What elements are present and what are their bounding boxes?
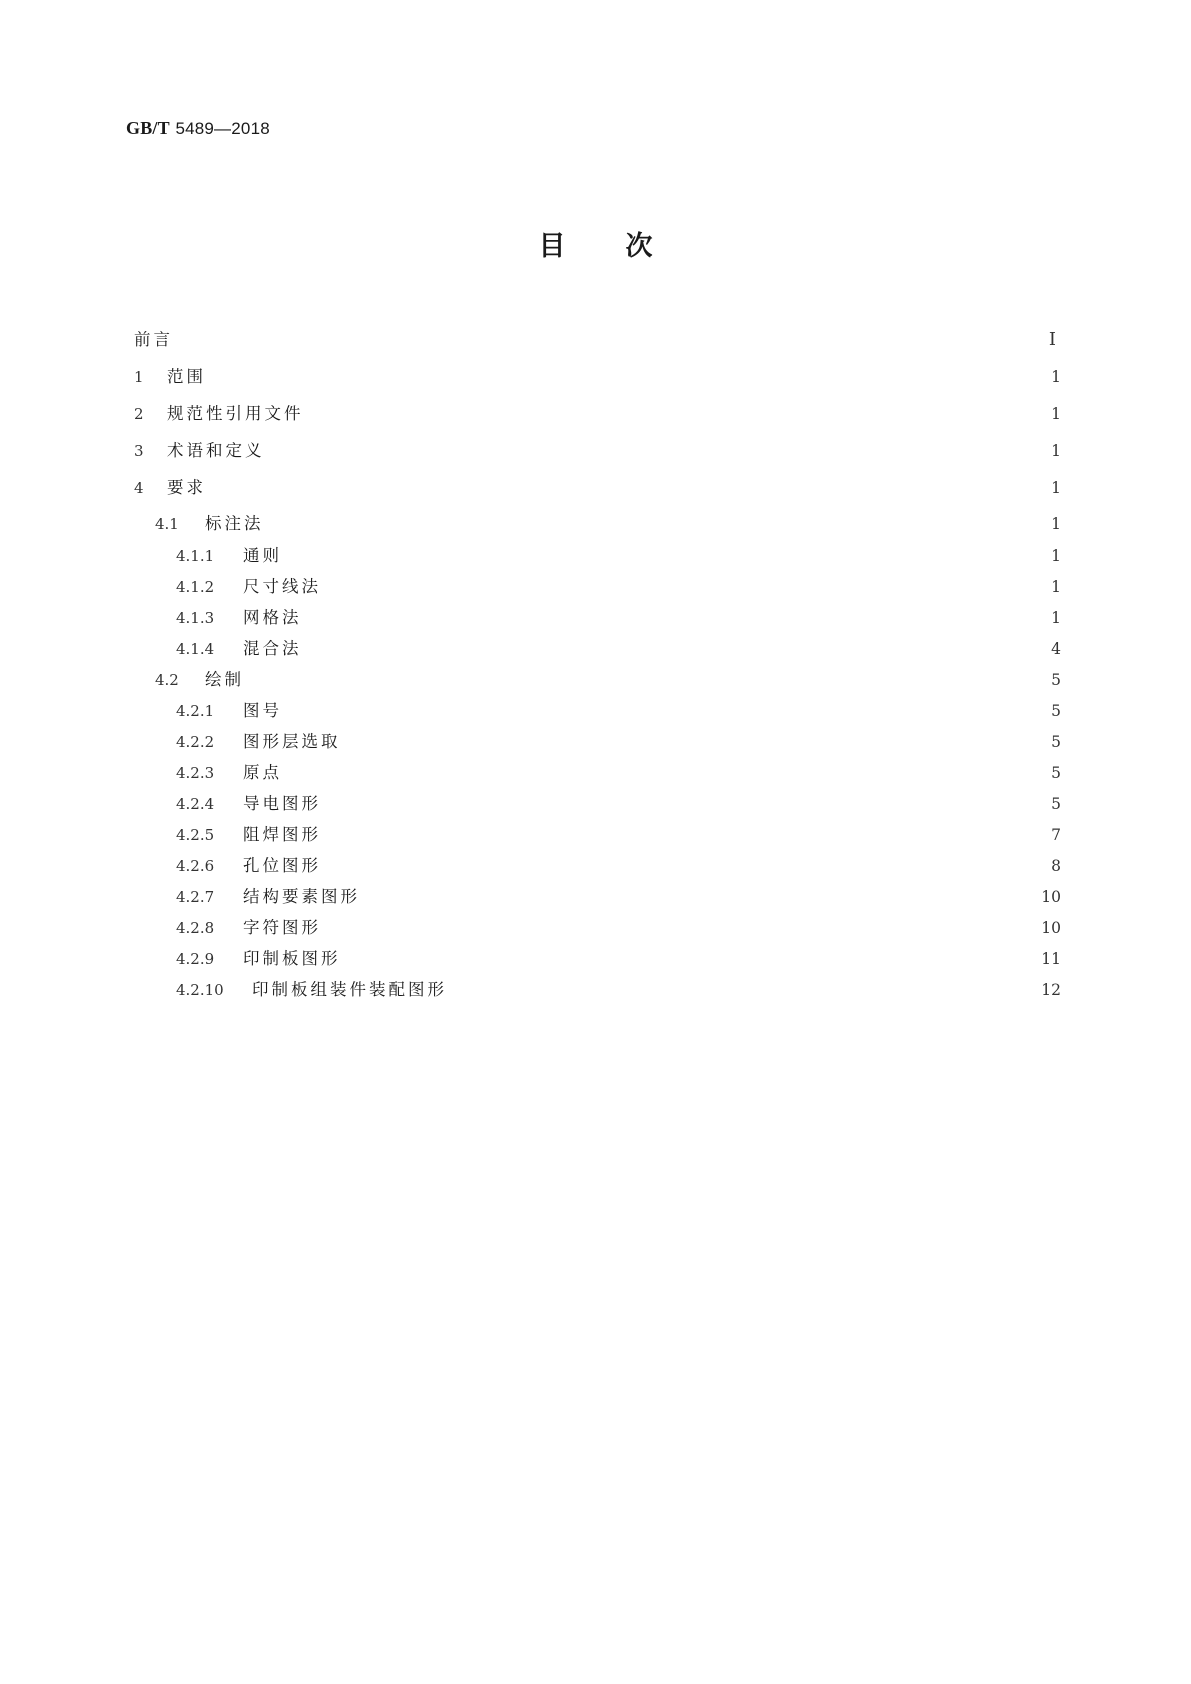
dot-leader xyxy=(366,885,1027,909)
toc-entry-page: Ⅰ xyxy=(1048,329,1056,350)
dot-leader xyxy=(216,476,1027,500)
toc-entry-page: 10 xyxy=(1041,888,1061,906)
toc-entry-page: 11 xyxy=(1041,950,1061,968)
dot-leader xyxy=(341,823,1027,847)
toc-entry-number: 4.2.9 xyxy=(176,950,215,968)
toc-entry-page: 12 xyxy=(1041,981,1061,999)
toc-entry-label: 导电图形 xyxy=(243,794,321,813)
toc-entry-4-1-1[interactable] xyxy=(176,544,1061,568)
toc-entry-page: 7 xyxy=(1051,826,1061,844)
toc-entry-4-1-2[interactable] xyxy=(176,575,1061,599)
page-title: 目次 xyxy=(538,231,713,262)
dot-leader xyxy=(274,512,1028,536)
standard-code xyxy=(126,118,270,139)
toc-entry-number: 4.2.7 xyxy=(176,888,215,906)
toc-entry-4-2-9[interactable] xyxy=(176,947,1061,971)
toc-entry-label: 图形层选取 xyxy=(243,732,341,751)
toc-entry-number: 4.1.1 xyxy=(176,547,215,565)
dot-leader xyxy=(216,365,1027,389)
toc-entry-page: 5 xyxy=(1051,671,1061,689)
dot-leader xyxy=(322,637,1028,661)
dot-leader xyxy=(361,730,1028,754)
toc-entry-page: 1 xyxy=(1051,479,1061,497)
toc-entry-foreword[interactable] xyxy=(134,328,1056,352)
dot-leader xyxy=(275,439,1028,463)
toc-entry-number: 1 xyxy=(134,368,144,386)
toc-entry-label: 阻焊图形 xyxy=(243,825,321,844)
toc-entry-2[interactable] xyxy=(134,402,1061,426)
toc-entry-4-2-6[interactable] xyxy=(176,854,1061,878)
toc-entry-number: 4.2.2 xyxy=(176,733,215,751)
toc-entry-number: 4.1.3 xyxy=(176,609,215,627)
toc-entry-page: 1 xyxy=(1051,442,1061,460)
toc-entry-number: 4.2.3 xyxy=(176,764,215,782)
toc-entry-4-1-4[interactable] xyxy=(176,637,1061,661)
toc-entry-page: 1 xyxy=(1051,515,1061,533)
dot-leader xyxy=(347,947,1028,971)
toc-entry-number: 4.1.2 xyxy=(176,578,215,596)
toc-entry-label: 范围 xyxy=(167,367,206,386)
toc-entry-4-2-1[interactable] xyxy=(176,699,1061,723)
toc-entry-label: 通则 xyxy=(243,546,282,565)
toc-entry-number: 4.2.5 xyxy=(176,826,215,844)
dot-leader xyxy=(302,699,1027,723)
toc-entry-number: 4.2.4 xyxy=(176,795,215,813)
toc-entry-label: 术语和定义 xyxy=(167,441,265,460)
dot-leader xyxy=(302,761,1027,785)
toc-entry-page: 8 xyxy=(1051,857,1061,875)
dot-leader xyxy=(314,402,1028,426)
toc-entry-label: 规范性引用文件 xyxy=(167,404,304,423)
toc-entry-page: 4 xyxy=(1051,640,1061,658)
toc-entry-label: 标注法 xyxy=(205,514,264,533)
toc-entry-page: 5 xyxy=(1051,764,1061,782)
toc-entry-4-1-3[interactable] xyxy=(176,606,1061,630)
toc-entry-4-2-8[interactable] xyxy=(176,916,1061,940)
toc-entry-4-2-2[interactable] xyxy=(176,730,1061,754)
toc-entry-label: 孔位图形 xyxy=(243,856,321,875)
toc-entry-label: 混合法 xyxy=(243,639,302,658)
toc-entry-number: 4.2.6 xyxy=(176,857,215,875)
toc-entry-page: 5 xyxy=(1051,795,1061,813)
toc-entry-4-2-5[interactable] xyxy=(176,823,1061,847)
toc-entry-label: 结构要素图形 xyxy=(243,887,360,906)
toc-entry-4-2-10[interactable] xyxy=(176,978,1061,1002)
toc-entry-label: 印制板组装件装配图形 xyxy=(252,980,447,999)
dot-leader xyxy=(341,854,1027,878)
dot-leader xyxy=(183,328,1022,352)
toc-entry-4-1[interactable] xyxy=(155,512,1061,536)
dot-leader xyxy=(467,978,1027,1002)
toc-entry-label: 图号 xyxy=(243,701,282,720)
toc-entry-number: 4 xyxy=(134,479,144,497)
standard-prefix: GB/T xyxy=(126,118,170,138)
dot-leader xyxy=(322,606,1028,630)
toc-entry-page: 5 xyxy=(1051,702,1061,720)
toc-entry-label: 要求 xyxy=(167,478,206,497)
toc-entry-page: 1 xyxy=(1051,609,1061,627)
toc-entry-label: 前言 xyxy=(134,330,173,349)
toc-entry-4-2[interactable] xyxy=(155,668,1061,692)
toc-entry-number: 4.2.8 xyxy=(176,919,215,937)
toc-entry-1[interactable] xyxy=(134,365,1061,389)
toc-entry-number: 4.2 xyxy=(155,671,179,689)
dot-leader xyxy=(254,668,1027,692)
toc-entry-4-2-7[interactable] xyxy=(176,885,1061,909)
toc-entry-page: 5 xyxy=(1051,733,1061,751)
dot-leader xyxy=(341,575,1027,599)
toc-entry-page: 1 xyxy=(1051,547,1061,565)
toc-entry-number: 3 xyxy=(134,442,144,460)
toc-entry-number: 2 xyxy=(134,405,144,423)
toc-entry-number: 4.1.4 xyxy=(176,640,215,658)
toc-entry-page: 10 xyxy=(1041,919,1061,937)
toc-entry-label: 网格法 xyxy=(243,608,302,627)
toc-entry-number: 4.2.10 xyxy=(176,981,224,999)
toc-entry-page: 1 xyxy=(1051,578,1061,596)
toc-entry-page: 1 xyxy=(1051,368,1061,386)
toc-entry-page: 1 xyxy=(1051,405,1061,423)
toc-entry-label: 字符图形 xyxy=(243,918,321,937)
dot-leader xyxy=(341,792,1027,816)
toc-entry-number: 4.1 xyxy=(155,515,179,533)
toc-entry-3[interactable] xyxy=(134,439,1061,463)
toc-entry-label: 印制板图形 xyxy=(243,949,341,968)
toc-entry-4-2-3[interactable] xyxy=(176,761,1061,785)
dot-leader xyxy=(327,916,1027,940)
toc-entry-label: 尺寸线法 xyxy=(243,577,321,596)
standard-number: 5489—2018 xyxy=(175,119,270,138)
toc-entry-number: 4.2.1 xyxy=(176,702,215,720)
toc-entry-label: 绘制 xyxy=(205,670,244,689)
toc-entry-4[interactable] xyxy=(134,476,1061,500)
toc-entry-label: 原点 xyxy=(243,763,282,782)
dot-leader xyxy=(302,544,1027,568)
toc-entry-4-2-4[interactable] xyxy=(176,792,1061,816)
